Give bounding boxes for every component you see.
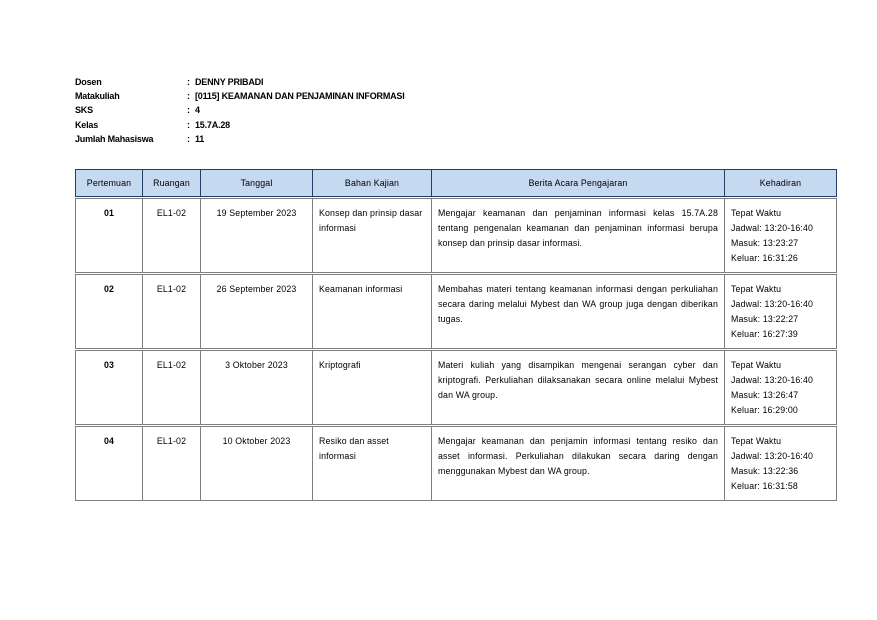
info-row-matakuliah bbox=[75, 89, 405, 103]
info-label: SKS bbox=[75, 105, 93, 116]
header-berita-acara: Berita Acara Pengajaran bbox=[432, 170, 725, 197]
cell-berita-acara: Mengajar keamanan dan penjamin informasi tentang resiko dan asset informasi. Perkuliahan dilakukan secara daring dengan menggunakan Mybest dan WA group. bbox=[432, 427, 725, 501]
info-row-kelas bbox=[75, 118, 405, 132]
info-value-kelas: 15.7A.28 bbox=[195, 119, 230, 130]
info-label: Kelas bbox=[75, 119, 99, 130]
cell-kehadiran bbox=[725, 199, 837, 273]
cell-tanggal: 3 Oktober 2023 bbox=[201, 351, 313, 425]
info-label: Dosen bbox=[75, 77, 102, 87]
cell-ruangan: EL1-02 bbox=[143, 275, 201, 349]
info-value-matakuliah: [0115] KEAMANAN DAN PENJAMINAN INFORMASI bbox=[195, 91, 405, 102]
cell-ruangan: EL1-02 bbox=[143, 199, 201, 273]
course-info bbox=[75, 75, 405, 146]
header-tanggal: Tanggal bbox=[201, 170, 313, 197]
cell-kehadiran bbox=[725, 427, 837, 501]
table-row bbox=[76, 199, 837, 273]
kehadiran-masuk: Masuk: 13:22:27 bbox=[731, 314, 799, 324]
kehadiran-status: Tepat Waktu bbox=[731, 436, 782, 446]
table-row bbox=[76, 427, 837, 501]
header-ruangan: Ruangan bbox=[143, 170, 201, 197]
info-label: Jumlah Mahasiswa bbox=[75, 133, 154, 144]
info-row-dosen bbox=[75, 75, 405, 89]
kehadiran-masuk: Masuk: 13:22:36 bbox=[731, 466, 799, 476]
cell-berita-acara: Materi kuliah yang disampikan mengenai serangan cyber dan kriptografi. Perkuliahan dilaksanakan secara online melalui Mybest dan WA group. bbox=[432, 351, 725, 425]
kehadiran-jadwal: Jadwal: 13:20-16:40 bbox=[731, 223, 814, 233]
cell-pertemuan: 01 bbox=[76, 199, 143, 273]
attendance-table bbox=[75, 169, 837, 501]
cell-bahan-kajian: Kriptografi bbox=[313, 351, 432, 425]
info-row-jumlah-mahasiswa bbox=[75, 132, 405, 146]
table-row bbox=[76, 351, 837, 425]
kehadiran-jadwal: Jadwal: 13:20-16:40 bbox=[731, 299, 814, 309]
cell-berita-acara: Membahas materi tentang keamanan informasi dengan perkuliahan secara daring melalui Mybest dan WA group juga dengan diberikan tugas. bbox=[432, 275, 725, 349]
info-row-sks bbox=[75, 103, 405, 117]
kehadiran-keluar: Keluar: 16:31:26 bbox=[731, 253, 798, 263]
cell-kehadiran bbox=[725, 351, 837, 425]
info-value-sks: 4 bbox=[195, 105, 200, 116]
info-label: Matakuliah bbox=[75, 91, 120, 102]
info-separator: : bbox=[187, 91, 190, 102]
kehadiran-masuk: Masuk: 13:26:47 bbox=[731, 390, 799, 400]
info-value-dosen: DENNY PRIBADI bbox=[195, 77, 264, 87]
cell-bahan-kajian: Resiko dan asset informasi bbox=[313, 427, 432, 501]
kehadiran-status: Tepat Waktu bbox=[731, 360, 782, 370]
kehadiran-keluar: Keluar: 16:31:58 bbox=[731, 481, 798, 491]
cell-bahan-kajian: Konsep dan prinsip dasar informasi bbox=[313, 199, 432, 273]
kehadiran-masuk: Masuk: 13:23:27 bbox=[731, 238, 799, 248]
kehadiran-status: Tepat Waktu bbox=[731, 208, 782, 218]
cell-tanggal: 26 September 2023 bbox=[201, 275, 313, 349]
kehadiran-keluar: Keluar: 16:27:39 bbox=[731, 329, 798, 339]
cell-bahan-kajian: Keamanan informasi bbox=[313, 275, 432, 349]
cell-pertemuan: 02 bbox=[76, 275, 143, 349]
info-value-jumlah-mahasiswa: 11 bbox=[195, 133, 205, 144]
kehadiran-status: Tepat Waktu bbox=[731, 284, 782, 294]
cell-pertemuan: 03 bbox=[76, 351, 143, 425]
info-separator: : bbox=[187, 133, 190, 144]
cell-kehadiran bbox=[725, 275, 837, 349]
header-kehadiran: Kehadiran bbox=[725, 170, 837, 197]
cell-tanggal: 10 Oktober 2023 bbox=[201, 427, 313, 501]
cell-berita-acara: Mengajar keamanan dan penjaminan informasi kelas 15.7A.28 tentang pengenalan keamanan dan penjaminan informasi berupa konsep dan prinsip dasar informasi. bbox=[432, 199, 725, 273]
kehadiran-jadwal: Jadwal: 13:20-16:40 bbox=[731, 451, 814, 461]
cell-tanggal: 19 September 2023 bbox=[201, 199, 313, 273]
cell-ruangan: EL1-02 bbox=[143, 351, 201, 425]
table-row bbox=[76, 275, 837, 349]
info-separator: : bbox=[187, 119, 190, 130]
table-header-row bbox=[76, 170, 837, 197]
header-bahan-kajian: Bahan Kajian bbox=[313, 170, 432, 197]
header-pertemuan: Pertemuan bbox=[76, 170, 143, 197]
kehadiran-jadwal: Jadwal: 13:20-16:40 bbox=[731, 375, 814, 385]
cell-pertemuan: 04 bbox=[76, 427, 143, 501]
cell-ruangan: EL1-02 bbox=[143, 427, 201, 501]
info-separator: : bbox=[187, 77, 190, 87]
info-separator: : bbox=[187, 105, 190, 116]
kehadiran-keluar: Keluar: 16:29:00 bbox=[731, 405, 798, 415]
